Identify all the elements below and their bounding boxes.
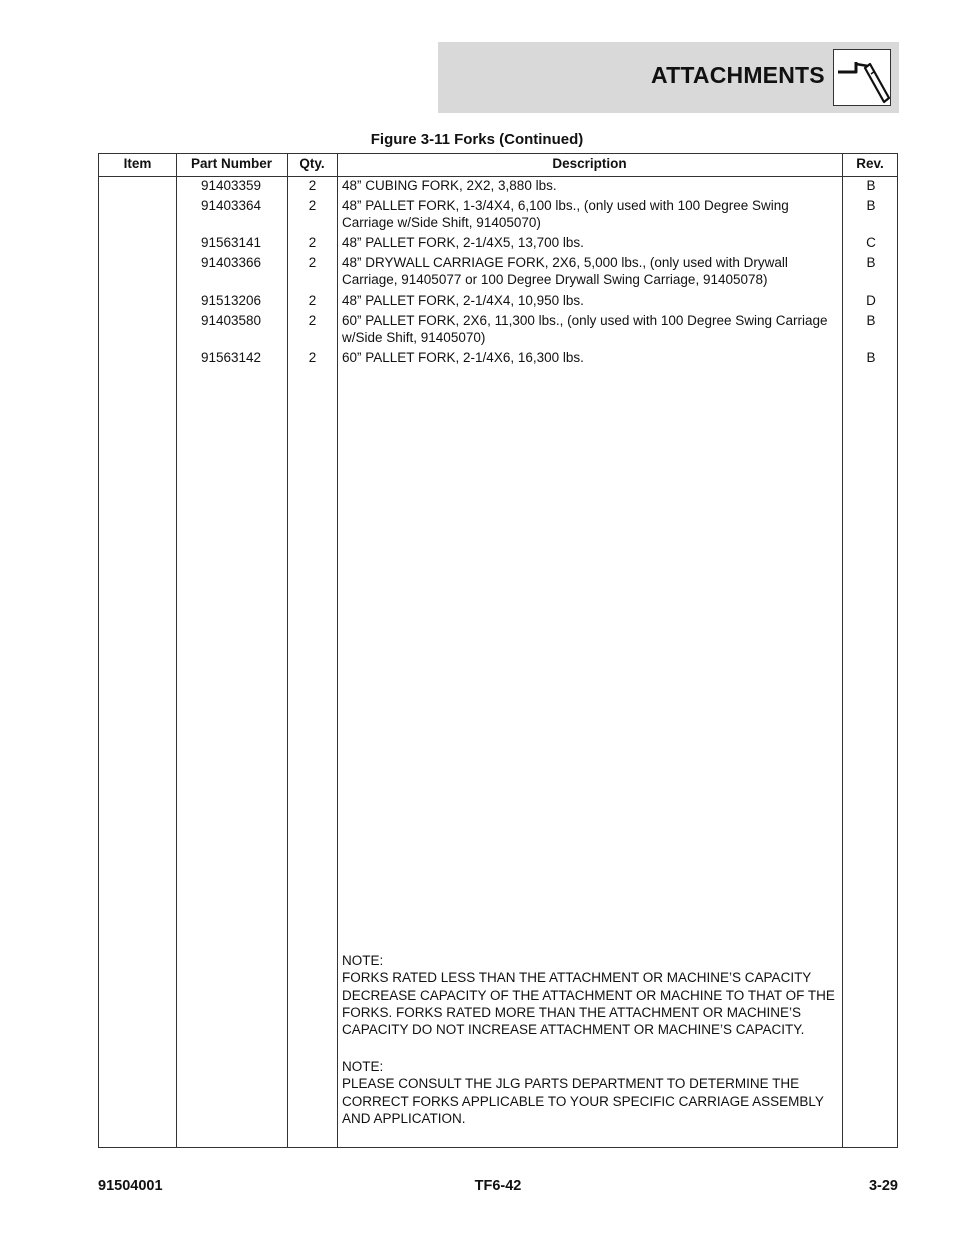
note-label: NOTE:: [342, 953, 384, 968]
table-row-qty: 2: [308, 350, 317, 365]
footer-model: TF6-42: [474, 1178, 522, 1194]
table-row-rev: D: [866, 293, 876, 308]
table-row-qty: 2: [308, 313, 317, 328]
column-header-part-number: Part Number: [190, 156, 273, 171]
table-row-part-number: 91403580: [200, 313, 262, 328]
note-text: PLEASE CONSULT THE JLG PARTS DEPARTMENT TO DETERMINE THE CORRECT FORKS APPLICABLE TO YOUR SPECIFIC CARRIAGE ASSEMBLY AND APPLICATION.: [342, 1076, 824, 1126]
table-row-rev: B: [866, 198, 876, 213]
table-row-rev: B: [866, 255, 876, 270]
table-row-description: 60” PALLET FORK, 2X6, 11,300 lbs., (only used with 100 Degree Swing Carriage w/Side Shift, 91405070): [342, 313, 828, 345]
note-label: NOTE:: [342, 1059, 384, 1074]
table-row-description: 48” DRYWALL CARRIAGE FORK, 2X6, 5,000 lbs., (only used with Drywall Carriage, 91405077 or 100 Degree Drywall Swing Carriage, 91405078): [342, 255, 788, 287]
table-row-qty: 2: [308, 293, 317, 308]
table-row-part-number: 91563142: [200, 350, 262, 365]
table-row-rev: C: [866, 235, 876, 250]
column-header-rev: Rev.: [856, 156, 884, 171]
footer-document-number: 91504001: [98, 1178, 163, 1194]
table-row-description: 60” PALLET FORK, 2-1/4X6, 16,300 lbs.: [342, 350, 584, 365]
figure-title: Figure 3-11 Forks (Continued): [370, 131, 584, 148]
fork-attachment-icon: [833, 49, 891, 106]
table-row-description: 48” PALLET FORK, 2-1/4X4, 10,950 lbs.: [342, 293, 584, 308]
table-row-rev: B: [866, 350, 876, 365]
parts-table: [98, 153, 898, 1148]
table-row-qty: 2: [308, 178, 317, 193]
table-row-part-number: 91403366: [200, 255, 262, 270]
column-header-item: Item: [123, 156, 152, 171]
table-row-description: 48” CUBING FORK, 2X2, 3,880 lbs.: [342, 178, 557, 193]
note-block: [342, 952, 837, 1038]
table-row-qty: 2: [308, 255, 317, 270]
column-divider: [337, 154, 338, 1147]
section-title: ATTACHMENTS: [651, 62, 825, 88]
table-row-part-number: 91403364: [200, 198, 262, 213]
table-row-qty: 2: [308, 198, 317, 213]
table-row-qty: 2: [308, 235, 317, 250]
table-row-part-number: 91563141: [200, 235, 262, 250]
column-divider: [842, 154, 843, 1147]
column-header-qty: Qty.: [299, 156, 325, 171]
note-text: FORKS RATED LESS THAN THE ATTACHMENT OR MACHINE’S CAPACITY DECREASE CAPACITY OF THE ATTACHMENT OR MACHINE TO THAT OF THE FORKS. FORKS RATED MORE THAN THE ATTACHMENT OR MACHINE’S CAPACITY DO NOT INCREASE ATTACHMENT OR MACHINE’S CAPACITY.: [342, 970, 835, 1038]
note-block: [342, 1058, 837, 1127]
table-row-part-number: 91513206: [200, 293, 262, 308]
table-row-part-number: 91403359: [200, 178, 262, 193]
footer-page-number: 3-29: [868, 1178, 898, 1194]
table-row-rev: B: [866, 313, 876, 328]
table-row-description: 48” PALLET FORK, 2-1/4X5, 13,700 lbs.: [342, 235, 584, 250]
table-row-rev: B: [866, 178, 876, 193]
table-row-description: 48” PALLET FORK, 1-3/4X4, 6,100 lbs., (only used with 100 Degree Swing Carriage w/Side Shift, 91405070): [342, 198, 789, 230]
column-header-description: Description: [552, 156, 627, 171]
